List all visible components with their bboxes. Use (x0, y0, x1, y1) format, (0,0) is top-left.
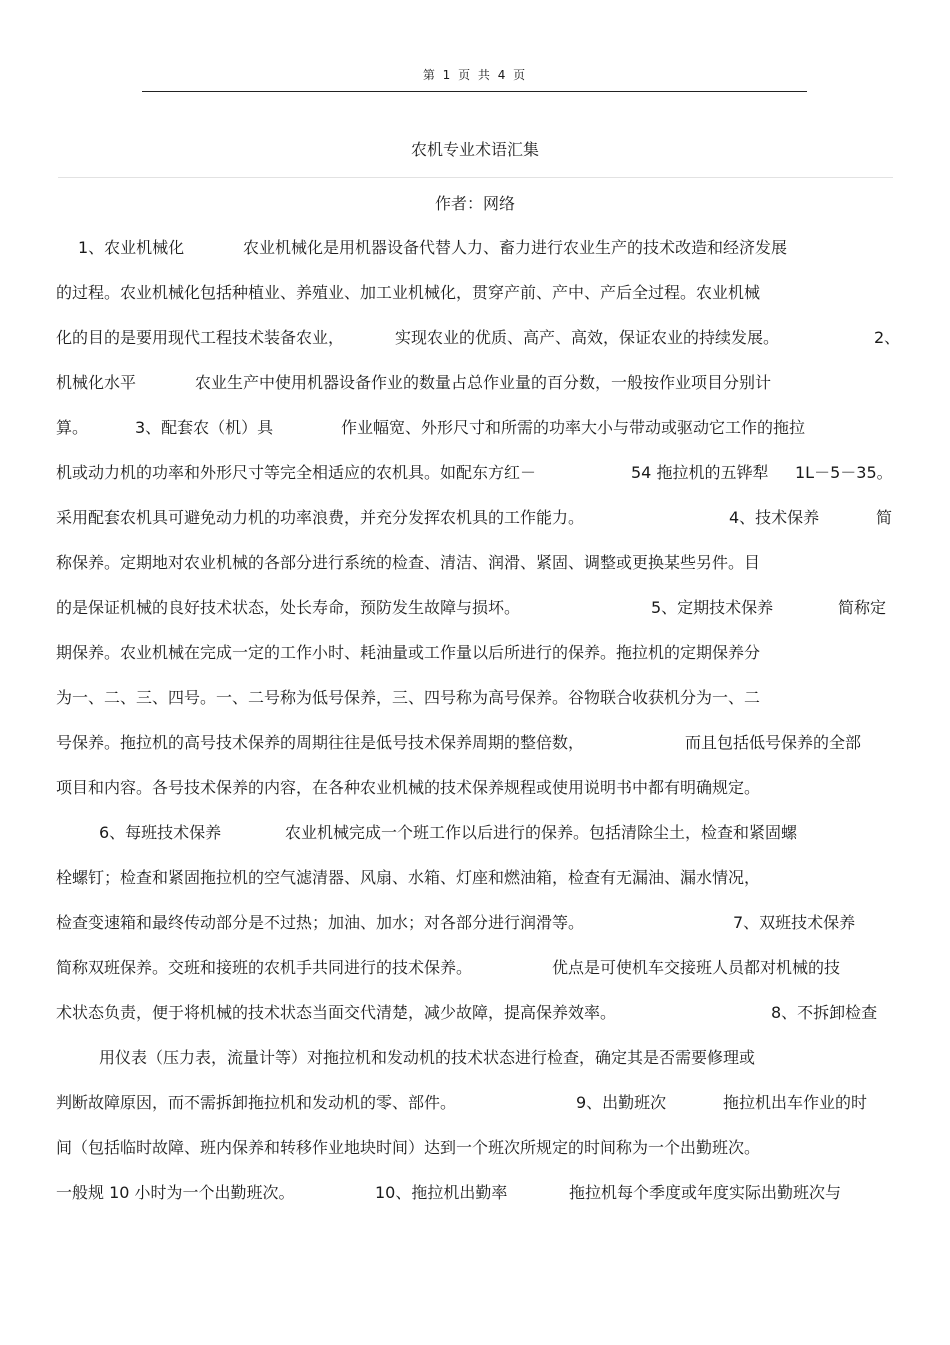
text-line (0, 372, 950, 394)
text-segment: 9、出勤班次 (576, 1093, 667, 1112)
text-line (0, 957, 950, 979)
text-segment: 算。 (56, 418, 89, 437)
text-line (0, 1002, 950, 1024)
text-segment: 农业机械化是用机器设备代替人力、畜力进行农业生产的技术改造和经济发展 (243, 238, 788, 257)
text-line (0, 642, 950, 664)
text-line (0, 1092, 950, 1114)
text-line (0, 462, 950, 484)
text-segment: 采用配套农机具可避免动力机的功率浪费，并充分发挥农机具的工作能力。 (56, 508, 585, 527)
text-segment: 用仪表（压力表，流量计等）对拖拉机和发动机的技术状态进行检查，确定其是否需要修理或 (99, 1048, 756, 1067)
text-segment: 机或动力机的功率和外形尺寸等完全相适应的农机具。如配东方红－ (56, 463, 537, 482)
text-segment: 简 (876, 508, 893, 527)
text-segment: 1、农业机械化 (78, 238, 185, 257)
text-segment: 简称定 (838, 598, 887, 617)
text-line (0, 237, 950, 259)
text-segment: 农业生产中使用机器设备作业的数量占总作业量的百分数，一般按作业项目分别计 (195, 373, 772, 392)
text-segment: 3、配套农（机）具 (135, 418, 274, 437)
text-segment: 2、 (874, 328, 901, 347)
page-indicator: 第 1 页 共 4 页 (422, 68, 528, 82)
text-segment: 号保养。拖拉机的高号技术保养的周期往往是低号技术保养周期的整倍数， (56, 733, 585, 752)
text-segment: 称保养。定期地对农业机械的各部分进行系统的检查、清洁、润滑、紧固、调整或更换某些另件。目 (56, 553, 761, 572)
text-segment: 10、拖拉机出勤率 (375, 1183, 508, 1202)
text-segment: 的是保证机械的良好技术状态，处长寿命，预防发生故障与损坏。 (56, 598, 521, 617)
text-segment: 6、每班技术保养 (99, 823, 222, 842)
text-line (0, 552, 950, 574)
text-line (0, 867, 950, 889)
text-segment: 项目和内容。各号技术保养的内容，在各种农业机械的技术保养规程或使用说明书中都有明确规定。 (56, 778, 761, 797)
text-segment: 一般规 10 小时为一个出勤班次。 (56, 1183, 295, 1202)
text-segment: 间（包括临时故障、班内保养和转移作业地块时间）达到一个班次所规定的时间称为一个出勤班次。 (56, 1138, 761, 1157)
text-segment: 期保养。农业机械在完成一定的工作小时、耗油量或工作量以后所进行的保养。拖拉机的定期保养分 (56, 643, 761, 662)
text-segment: 4、技术保养 (729, 508, 820, 527)
text-line (0, 507, 950, 529)
text-segment: 实现农业的优质、高产、高效，保证农业的持续发展。 (395, 328, 780, 347)
text-segment: 判断故障原因，而不需拆卸拖拉机和发动机的零、部件。 (56, 1093, 457, 1112)
text-line (0, 282, 950, 304)
text-line (0, 1047, 950, 1069)
text-segment: 8、不拆卸检查 (771, 1003, 878, 1022)
text-line (0, 1137, 950, 1159)
text-line (0, 777, 950, 799)
text-line (0, 1182, 950, 1204)
text-segment: 作业幅宽、外形尺寸和所需的功率大小与带动或驱动它工作的拖拉 (341, 418, 806, 437)
text-line (0, 687, 950, 709)
header-divider (142, 91, 807, 92)
text-segment: 7、双班技术保养 (733, 913, 856, 932)
text-segment: 栓螺钉；检查和紧固拖拉机的空气滤清器、风扇、水箱、灯座和燃油箱，检查有无漏油、漏水情况， (56, 868, 761, 887)
text-line (0, 327, 950, 349)
text-segment: 化的目的是要用现代工程技术装备农业， (56, 328, 345, 347)
text-segment: 为一、二、三、四号。一、二号称为低号保养，三、四号称为高号保养。谷物联合收获机分为一、二 (56, 688, 761, 707)
text-segment: 简称双班保养。交班和接班的农机手共同进行的技术保养。 (56, 958, 473, 977)
text-line (0, 732, 950, 754)
text-line (0, 912, 950, 934)
text-segment: 5、定期技术保养 (651, 598, 774, 617)
text-segment: 1L－5－35。 (795, 463, 893, 482)
document-author: 作者：网络 (434, 194, 515, 213)
text-line (0, 822, 950, 844)
text-segment: 54 拖拉机的五铧犁 (631, 463, 769, 482)
text-segment: 农业机械完成一个班工作以后进行的保养。包括清除尘土，检查和紧固螺 (285, 823, 798, 842)
text-segment: 机械化水平 (56, 373, 137, 392)
text-segment: 拖拉机每个季度或年度实际出勤班次与 (569, 1183, 842, 1202)
text-line (0, 417, 950, 439)
title-divider (58, 177, 893, 178)
document-title: 农机专业术语汇集 (410, 140, 539, 159)
text-segment: 术状态负责，便于将机械的技术状态当面交代清楚，减少故障，提高保养效率。 (56, 1003, 617, 1022)
text-segment: 拖拉机出车作业的时 (723, 1093, 868, 1112)
text-segment: 优点是可使机车交接班人员都对机械的技 (552, 958, 841, 977)
text-segment: 检查变速箱和最终传动部分是不过热；加油、加水；对各部分进行润滑等。 (56, 913, 585, 932)
text-line (0, 597, 950, 619)
text-segment: 的过程。农业机械化包括种植业、养殖业、加工业机械化，贯穿产前、产中、产后全过程。农业机械 (56, 283, 761, 302)
text-segment: 而且包括低号保养的全部 (685, 733, 862, 752)
